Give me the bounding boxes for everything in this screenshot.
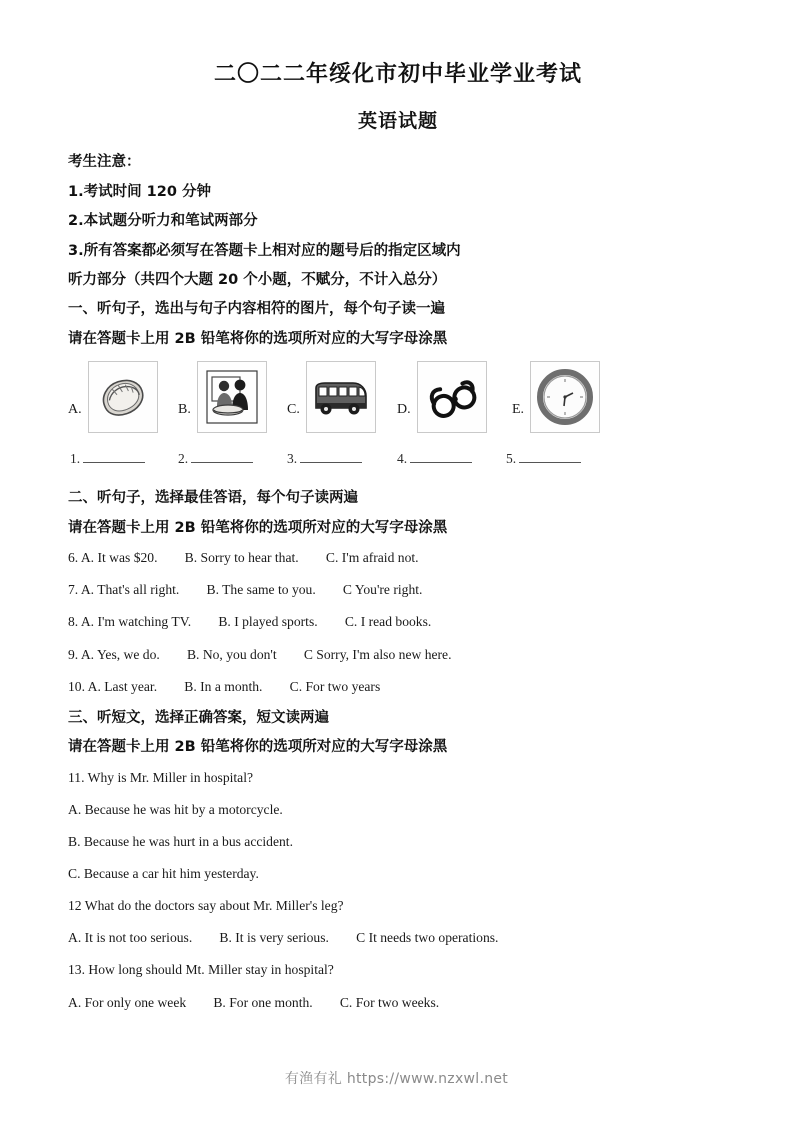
page-subtitle: 英语试题 xyxy=(357,110,438,133)
listening-part-heading: 听力部分（共四个大题 20 个小题，不赋分，不计入总分） xyxy=(68,271,447,288)
picture-letter-c: C. xyxy=(287,402,300,418)
question-11-option-c: C. Because a car hit him yesterday. xyxy=(68,866,259,881)
picture-option-c xyxy=(287,361,376,433)
answer-blank-1-label: 1. xyxy=(70,451,81,467)
answer-blank-4-line[interactable] xyxy=(410,451,472,463)
picture-option-b xyxy=(178,361,267,433)
answer-blanks-row xyxy=(68,451,728,477)
answer-blank-3[interactable] xyxy=(287,451,362,467)
answer-blank-1[interactable] xyxy=(70,451,145,467)
picture-letter-a: A. xyxy=(68,402,82,418)
notice-heading: 考生注意： xyxy=(68,154,141,171)
clock-icon xyxy=(530,361,600,433)
picture-option-a xyxy=(68,361,158,433)
answer-blank-3-line[interactable] xyxy=(300,451,362,463)
picture-option-e xyxy=(512,361,600,433)
question-9: 9. A. Yes, we do. B. No, you don't C Sorry, I'm also new here. xyxy=(68,646,452,662)
answer-blank-1-line[interactable] xyxy=(83,451,145,463)
picture-letter-d: D. xyxy=(397,402,411,418)
picture-letter-e: E. xyxy=(512,402,525,418)
eyeglasses-icon xyxy=(417,361,487,433)
bus-icon xyxy=(306,361,376,433)
answer-blank-5[interactable] xyxy=(506,451,581,467)
answer-blank-4[interactable] xyxy=(397,451,472,467)
section-two-instruction: 请在答题卡上用 2B 铅笔将你的选项所对应的大写字母涂黑 xyxy=(68,519,448,536)
answer-blank-2-label: 2. xyxy=(178,451,189,467)
question-12-options: A. It is not too serious. B. It is very serious. C It needs two operations. xyxy=(68,930,499,946)
answer-blank-5-label: 5. xyxy=(506,451,517,467)
question-13-options: A. For only one week B. For one month. C. For two weeks. xyxy=(68,994,440,1010)
question-11: 11. Why is Mr. Miller in hospital? xyxy=(68,769,254,785)
notice-item-2: 2.本试题分听力和笔试两部分 xyxy=(68,213,258,230)
people-at-table-icon xyxy=(197,361,267,433)
notice-item-3: 3.所有答案都必须写在答题卡上相对应的题号后的指定区域内 xyxy=(68,242,461,259)
picture-letter-b: B. xyxy=(178,402,191,418)
hotdog-icon xyxy=(88,361,158,433)
question-11-option-a: A. Because he was hit by a motorcycle. xyxy=(68,801,283,817)
section-one-instruction: 请在答题卡上用 2B 铅笔将你的选项所对应的大写字母涂黑 xyxy=(68,330,448,347)
footer-watermark: 有渔有礼 https://www.nzxwl.net xyxy=(284,1071,509,1087)
section-three-heading: 三、听短文，选择正确答案，短文读两遍 xyxy=(68,709,329,726)
question-12: 12 What do the doctors say about Mr. Miller's leg? xyxy=(68,898,344,914)
notice-item-1: 1.考试时间 120 分钟 xyxy=(68,183,211,200)
question-8: 8. A. I'm watching TV. B. I played sports. C. I read books. xyxy=(68,614,432,630)
question-11-option-b: B. Because he was hurt in a bus accident. xyxy=(68,833,293,849)
answer-blank-4-label: 4. xyxy=(397,451,408,467)
answer-blank-3-label: 3. xyxy=(287,451,298,467)
question-10: 10. A. Last year. B. In a month. C. For two years xyxy=(68,678,381,694)
section-one-heading: 一、听句子，选出与句子内容相符的图片，每个句子读一遍 xyxy=(68,301,445,318)
answer-blank-2[interactable] xyxy=(178,451,253,467)
answer-blank-2-line[interactable] xyxy=(191,451,253,463)
page-title: 二〇二二年绥化市初中毕业学业考试 xyxy=(213,62,582,87)
section-three-instruction: 请在答题卡上用 2B 铅笔将你的选项所对应的大写字母涂黑 xyxy=(68,739,448,756)
section-two-heading: 二、听句子，选择最佳答语，每个句子读两遍 xyxy=(68,490,358,507)
question-13: 13. How long should Mt. Miller stay in hospital? xyxy=(68,962,334,978)
picture-options-row xyxy=(68,361,728,445)
answer-blank-5-line[interactable] xyxy=(519,451,581,463)
document-content xyxy=(68,62,728,1027)
picture-option-d xyxy=(397,361,487,433)
question-7: 7. A. That's all right. B. The same to you. C You're right. xyxy=(68,582,423,598)
question-6: 6. A. It was $20. B. Sorry to hear that. C. I'm afraid not. xyxy=(68,550,419,566)
